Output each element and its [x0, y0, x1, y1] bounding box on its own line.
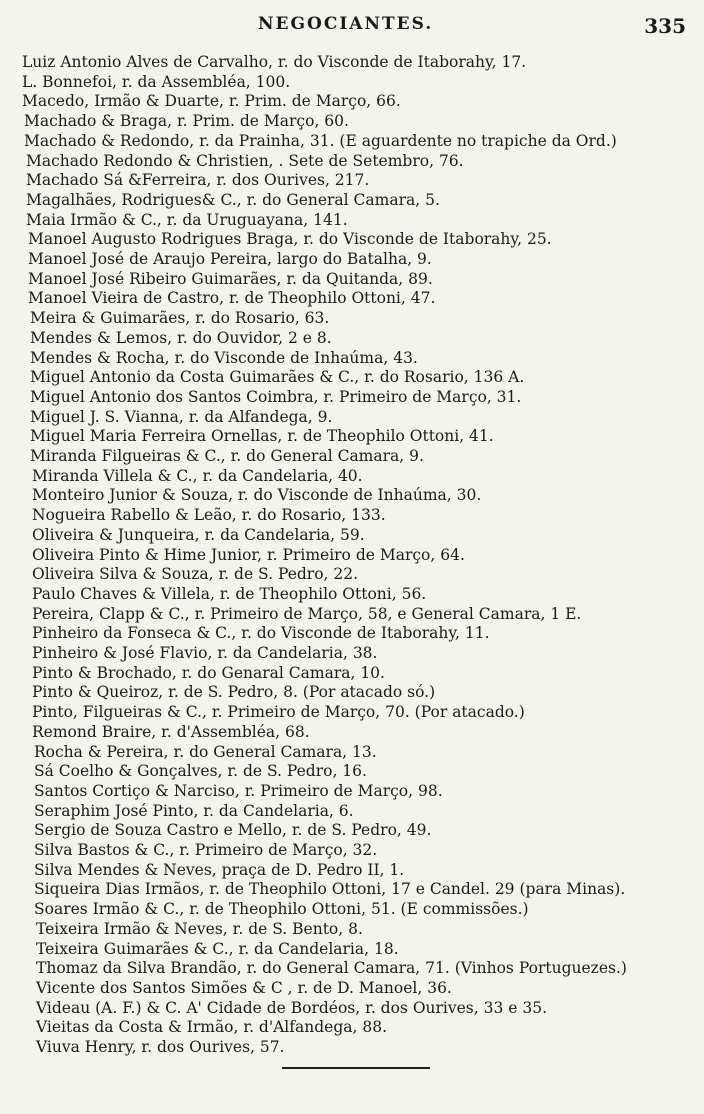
list-item: Miranda Villela & C., r. da Candelaria, 40. — [32, 466, 363, 485]
list-item: Videau (A. F.) & C. A' Cidade de Bordéos, r. dos Ourives, 33 e 35. — [36, 998, 548, 1017]
list-item: Pinheiro & José Flavio, r. da Candelaria, 38. — [32, 644, 378, 662]
list-item: Vieitas da Costa & Irmão, r. d'Alfandega, 88. — [36, 1018, 387, 1037]
list-item: Machado Sá &Ferreira, r. dos Ourives, 217. — [26, 171, 370, 190]
list-item: Nogueira Rabello & Leão, r. do Rosario, 133. — [32, 506, 386, 525]
list-item: Monteiro Junior & Souza, r. do Visconde de Inhaúma, 30. — [32, 486, 482, 505]
list-item: Siqueira Dias Irmãos, r. de Theophilo Ottoni, 17 e Candel. 29 (para Minas). — [34, 880, 626, 899]
list-item: Pinto, Filgueiras & C., r. Primeiro de Março, 70. (Por atacado.) — [32, 703, 525, 722]
list-item: Seraphim José Pinto, r. da Candelaria, 6. — [34, 801, 354, 820]
list-item: Santos Cortiço & Narciso, r. Primeiro de Março, 98. — [34, 781, 443, 800]
list-item: Macedo, Irmão & Duarte, r. Prim. de Março, 66. — [22, 92, 401, 111]
list-item: Silva Mendes & Neves, praça de D. Pedro II, 1. — [34, 860, 405, 879]
list-item: Vicente dos Santos Simões & C , r. de D. Manoel, 36. — [36, 978, 452, 997]
list-item: Pinheiro da Fonseca & C., r. do Visconde de Itaborahy, 11. — [32, 624, 490, 643]
list-item: Teixeira Irmão & Neves, r. de S. Bento, 8. — [36, 919, 363, 938]
list-item: Paulo Chaves & Villela, r. de Theophilo Ottoni, 56. — [32, 584, 427, 603]
list-item: Manoel José de Araujo Pereira, largo do Batalha, 9. — [28, 250, 432, 268]
list-item: Magalhães, Rodrigues& C., r. do General Camara, 5. — [26, 190, 440, 209]
list-item: Manoel José Ribeiro Guimarães, r. da Quitanda, 89. — [28, 269, 433, 288]
section-title: NEGOCIANTES. — [258, 14, 434, 34]
list-item: Sergio de Souza Castro e Mello, r. de S. Pedro, 49. — [34, 821, 432, 840]
list-item: Machado & Redondo, r. da Prainha, 31. (E aguardente no trapiche da Ord.) — [24, 131, 617, 150]
list-item: Miguel J. S. Vianna, r. da Alfandega, 9. — [30, 407, 333, 426]
list-item: Thomaz da Silva Brandão, r. do General Camara, 71. (Vinhos Portuguezes.) — [36, 959, 627, 978]
list-item: Sá Coelho & Gonçalves, r. de S. Pedro, 16. — [34, 762, 367, 781]
list-item: Pereira, Clapp & C., r. Primeiro de Março, 58, e General Camara, 1 E. — [32, 604, 582, 623]
list-item: Manoel Augusto Rodrigues Braga, r. do Visconde de Itaborahy, 25. — [28, 230, 552, 249]
list-item: Mendes & Lemos, r. do Ouvidor, 2 e 8. — [30, 328, 332, 347]
list-item: L. Bonnefoi, r. da Assembléa, 100. — [22, 72, 291, 91]
list-item: Pinto & Brochado, r. do Genaral Camara, 10. — [32, 663, 385, 682]
page-number: 335 — [644, 14, 686, 38]
list-item: Machado Redondo & Christien, . Sete de Setembro, 76. — [26, 151, 464, 170]
list-item: Manoel Vieira de Castro, r. de Theophilo Ottoni, 47. — [28, 289, 436, 308]
list-item: Oliveira Silva & Souza, r. de S. Pedro, 22. — [32, 565, 359, 584]
list-item: Miguel Antonio da Costa Guimarães & C., r. do Rosario, 136 A. — [30, 368, 525, 387]
list-item: Meira & Guimarães, r. do Rosario, 63. — [30, 309, 330, 328]
list-item: Machado & Braga, r. Prim. de Março, 60. — [24, 112, 349, 131]
list-item: Miranda Filgueiras & C., r. do General Camara, 9. — [30, 447, 424, 465]
list-item: Mendes & Rocha, r. do Visconde de Inhaúma, 43. — [30, 348, 418, 367]
list-item: Oliveira Pinto & Hime Junior, r. Primeiro de Março, 64. — [32, 545, 465, 564]
list-item: Maia Irmão & C., r. da Uruguayana, 141. — [26, 210, 348, 229]
list-item: Viuva Henry, r. dos Ourives, 57. — [36, 1038, 285, 1056]
page-header — [0, 14, 704, 44]
list-item: Silva Bastos & C., r. Primeiro de Março, 32. — [34, 841, 378, 859]
list-item: Oliveira & Junqueira, r. da Candelaria, 59. — [32, 525, 365, 544]
list-item: Luiz Antonio Alves de Carvalho, r. do Visconde de Itaborahy, 17. — [22, 53, 527, 71]
list-item: Remond Braire, r. d'Assembléa, 68. — [32, 722, 310, 741]
list-item: Miguel Antonio dos Santos Coimbra, r. Primeiro de Março, 31. — [30, 387, 522, 406]
list-item: Rocha & Pereira, r. do General Camara, 13. — [34, 742, 377, 761]
end-rule — [282, 1067, 430, 1069]
list-item: Miguel Maria Ferreira Ornellas, r. de Theophilo Ottoni, 41. — [30, 427, 494, 446]
list-item: Teixeira Guimarães & C., r. da Candelaria, 18. — [36, 939, 399, 958]
list-item: Pinto & Queiroz, r. de S. Pedro, 8. (Por atacado só.) — [32, 683, 436, 702]
list-item: Soares Irmão & C., r. de Theophilo Ottoni, 51. (E commissões.) — [34, 900, 529, 919]
